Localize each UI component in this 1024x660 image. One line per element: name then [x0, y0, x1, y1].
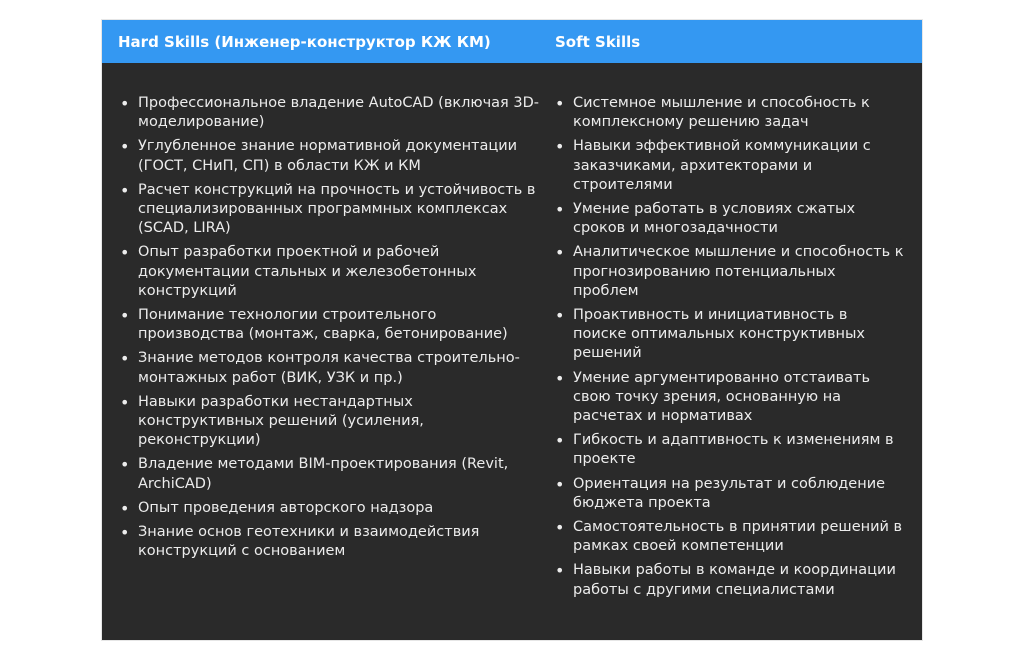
soft-skill-item	[555, 475, 905, 513]
soft-skill-item-text: Проактивность и инициативность в поиске оптимальных конструктивных решений	[573, 307, 866, 362]
bullet-icon: •	[555, 518, 565, 538]
hard-skill-item	[120, 455, 540, 493]
bullet-icon: •	[555, 474, 565, 494]
soft-skill-item	[555, 200, 905, 238]
hard-skills-heading: Hard Skills (Инженер-конструктор КЖ КМ)	[118, 32, 491, 51]
bullet-icon: •	[120, 94, 130, 113]
soft-skills-heading: Soft Skills	[555, 32, 641, 51]
soft-skills-list	[555, 94, 905, 605]
bullet-icon: •	[120, 180, 130, 200]
bullet-icon: •	[555, 243, 565, 263]
hard-skill-item	[120, 349, 540, 387]
bullet-icon: •	[555, 561, 565, 581]
hard-skill-item	[120, 499, 540, 518]
soft-skill-item	[555, 561, 905, 599]
soft-skill-item-text: Гибкость и адаптивность к изменениям в проекте	[573, 432, 894, 468]
bullet-icon: •	[120, 306, 130, 326]
soft-skill-item	[555, 518, 905, 556]
bullet-icon: •	[120, 498, 130, 518]
hard-skill-item-text: Владение методами BIM-проектирования (Revit, ArchiCAD)	[138, 456, 509, 492]
bullet-icon: •	[555, 306, 565, 326]
soft-skill-item	[555, 306, 905, 364]
bullet-icon: •	[120, 349, 130, 369]
hard-skill-item	[120, 306, 540, 344]
soft-skill-item	[555, 369, 905, 427]
bullet-icon: •	[120, 392, 130, 412]
hard-skill-item-text: Опыт разработки проектной и рабочей документации стальных и железобетонных конструкций	[138, 244, 477, 299]
hard-skill-item-text: Знание основ геотехники и взаимодействия конструкций с основанием	[138, 524, 480, 560]
hard-skill-item-text: Углубленное знание нормативной документации (ГОСТ, СНиП, СП) в области КЖ и КМ	[138, 138, 518, 174]
bullet-icon: •	[120, 455, 130, 475]
skills-table	[102, 20, 922, 640]
bullet-icon: •	[120, 137, 130, 157]
soft-skill-item-text: Умение работать в условиях сжатых сроков и многозадачности	[573, 201, 856, 237]
hard-skill-item	[120, 181, 540, 239]
hard-skill-item-text: Расчет конструкций на прочность и устойчивость в специализированных программных комплексах (SCAD, LIRA)	[138, 181, 536, 237]
soft-skill-item-text: Ориентация на результат и соблюдение бюджета проекта	[573, 475, 886, 511]
soft-skill-item	[555, 137, 905, 195]
hard-skill-item-text: Понимание технологии строительного производства (монтаж, сварка, бетонирование)	[138, 307, 508, 343]
table-header	[102, 20, 922, 63]
hard-skill-item-text: Опыт проведения авторского надзора	[138, 499, 434, 516]
soft-skill-item-text: Самостоятельность в принятии решений в рамках своей компетенции	[573, 519, 903, 555]
hard-skill-item	[120, 94, 540, 132]
hard-skill-item-text: Профессиональное владение AutoCAD (включая 3D-моделирование)	[138, 95, 540, 131]
soft-skill-item-text: Умение аргументированно отстаивать свою точку зрения, основанную на расчетах и нормативах	[573, 369, 871, 425]
bullet-icon: •	[555, 137, 565, 157]
hard-skill-item	[120, 137, 540, 175]
bullet-icon: •	[555, 368, 565, 388]
soft-skill-item-text: Системное мышление и способность к комплексному решению задач	[573, 95, 870, 131]
bullet-icon: •	[120, 243, 130, 263]
soft-skill-item	[555, 243, 905, 301]
hard-skill-item	[120, 523, 540, 561]
bullet-icon: •	[555, 94, 565, 113]
table-body	[102, 63, 922, 605]
soft-skill-item-text: Навыки эффективной коммуникации с заказчиками, архитекторами и строителями	[573, 138, 871, 193]
bullet-icon: •	[555, 431, 565, 451]
soft-skill-item	[555, 431, 905, 469]
hard-skills-list	[120, 94, 540, 605]
hard-skill-item	[120, 243, 540, 301]
soft-skill-item-text: Навыки работы в команде и координации работы с другими специалистами	[573, 562, 896, 598]
hard-skill-item	[120, 393, 540, 451]
hard-skill-item-text: Навыки разработки нестандартных конструктивных решений (усиления, реконструкции)	[138, 393, 424, 449]
soft-skill-item	[555, 94, 905, 132]
bullet-icon: •	[555, 200, 565, 220]
hard-skill-item-text: Знание методов контроля качества строительно-монтажных работ (ВИК, УЗК и пр.)	[138, 350, 520, 386]
bullet-icon: •	[120, 523, 130, 543]
soft-skill-item-text: Аналитическое мышление и способность к прогнозированию потенциальных проблем	[573, 244, 904, 299]
